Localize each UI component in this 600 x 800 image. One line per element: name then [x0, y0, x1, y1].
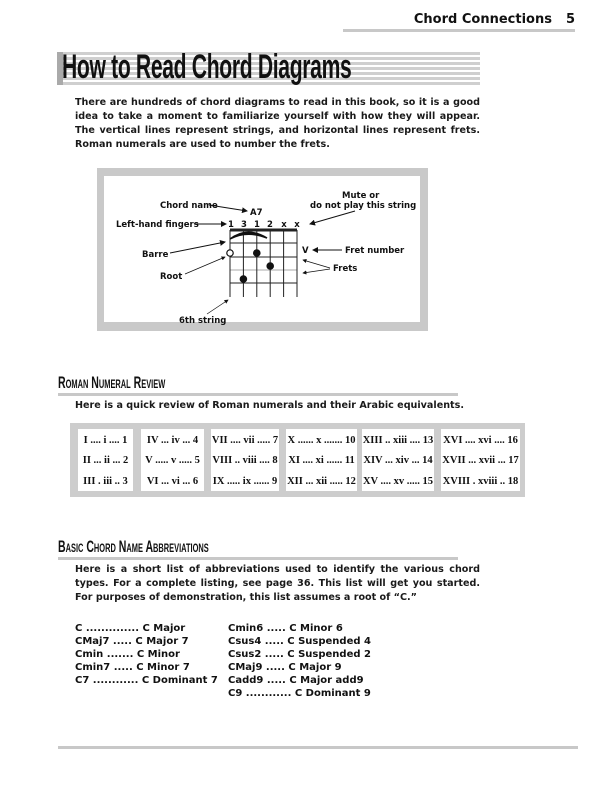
roman-entry: II ... ii ... 2: [82, 455, 129, 466]
running-title: Chord Connections: [413, 12, 552, 27]
page-number: 5: [565, 12, 575, 27]
roman-entry: XI .... xi ...... 11: [288, 455, 355, 466]
abbr-item: C .............. C Major: [75, 623, 186, 634]
fretboard-grid: [230, 230, 297, 297]
abbr-item: Cadd9 ..... C Major add9: [228, 675, 364, 686]
root-label: Root: [160, 272, 183, 282]
roman-column: [362, 429, 434, 491]
roman-section-heading: Roman Numeral Review: [58, 373, 166, 392]
header-rule: [343, 29, 575, 32]
abbr-item: Csus2 ..... C Suspended 2: [228, 649, 371, 660]
roman-entry: XVIII . xviii .. 18: [442, 476, 519, 487]
abbr-list-right: [228, 622, 371, 700]
roman-column: [441, 429, 520, 491]
roman-entry: IX ..... ix ...... 9: [212, 476, 278, 487]
finger-number: x: [294, 220, 300, 230]
roman-numeral-table: [70, 423, 525, 497]
finger-number: 1: [228, 220, 234, 230]
finger-number: 1: [254, 220, 260, 230]
finger-dot: [240, 275, 248, 283]
roman-entry: XVII ... xvii ... 17: [442, 455, 519, 466]
abbr-item: CMaj7 ..... C Major 7: [75, 636, 189, 647]
abbr-list-left: [75, 622, 218, 687]
roman-entry: XIV ... xiv ... 14: [363, 455, 433, 466]
barre-arc: [230, 232, 267, 239]
section-rule: [58, 557, 458, 560]
roman-column: [211, 429, 279, 491]
root-open-dot: [227, 250, 233, 256]
finger-number: 2: [267, 220, 273, 230]
abbr-item: Csus4 ..... C Suspended 4: [228, 636, 371, 647]
chord-name-label: Chord name: [160, 201, 218, 211]
finger-dot: [266, 262, 274, 270]
roman-entry: VI ... vi ... 6: [146, 476, 199, 487]
abbr-item: Cmin ....... C Minor: [75, 649, 180, 660]
mute-label-2: do not play this string: [310, 201, 417, 211]
roman-intro: Here is a quick review of Roman numerals and their Arabic equivalents.: [75, 400, 464, 411]
finger-number: x: [281, 220, 287, 230]
chord-diagram: [97, 168, 428, 331]
roman-column: [141, 429, 204, 491]
roman-entry: XIII .. xiii .... 13: [362, 435, 434, 446]
frets-label: Frets: [333, 264, 358, 274]
roman-entry: V ..... v ..... 5: [145, 455, 200, 466]
abbr-section-heading: Basic Chord Name Abbreviations: [58, 537, 209, 556]
abbr-item: C7 ............ C Dominant 7: [75, 675, 218, 686]
abbr-intro: Here is a short list of abbreviations used to identify the various chord types. For a complete listing, see page 36. This list will get you started. For purposes of demonstration, this list assumes a root of “C.”: [75, 564, 480, 603]
chord-name: A7: [250, 208, 263, 218]
fret-number-label: Fret number: [345, 246, 405, 256]
abbr-item: Cmin7 ..... C Minor 7: [75, 662, 190, 673]
sixth-string-label: 6th string: [179, 316, 227, 326]
finger-number: 3: [241, 220, 247, 230]
roman-entry: X ...... x ....... 10: [287, 435, 356, 446]
roman-column: [286, 429, 357, 491]
footer-rule: [58, 746, 578, 749]
left-hand-fingers-label: Left-hand fingers: [116, 220, 199, 230]
abbr-item: CMaj9 ..... C Major 9: [228, 662, 342, 673]
section-rule: [58, 393, 458, 396]
roman-entry: VIII .. viii .... 8: [212, 455, 278, 466]
roman-entry: III . iii .. 3: [83, 476, 128, 487]
intro-paragraph: There are hundreds of chord diagrams to read in this book, so it is a good idea to take a moment to familiarize yourself with how they will appear. The vertical lines represent strings, and horizontal lines represent frets. Roman numerals are used to number the frets.: [75, 97, 480, 150]
fret-numeral: V: [302, 246, 309, 256]
roman-entry: VII .... vii ..... 7: [211, 435, 279, 446]
mute-label: Mute or: [342, 191, 380, 201]
finger-dot: [253, 249, 261, 257]
roman-entry: XV .... xv ..... 15: [362, 476, 434, 487]
roman-entry: I .... i .... 1: [83, 435, 128, 446]
running-header: [380, 12, 575, 27]
roman-entry: XII ... xii ..... 12: [287, 476, 356, 487]
barre-label: Barre: [142, 250, 169, 260]
roman-entry: XVI .... xvi .... 16: [443, 435, 518, 446]
roman-column: [78, 429, 133, 491]
abbr-item: C9 ............ C Dominant 9: [228, 688, 371, 699]
roman-entry: IV ... iv ... 4: [146, 435, 199, 446]
abbr-item: Cmin6 ..... C Minor 6: [228, 623, 343, 634]
page-title: How to Read Chord Diagrams: [62, 48, 352, 86]
